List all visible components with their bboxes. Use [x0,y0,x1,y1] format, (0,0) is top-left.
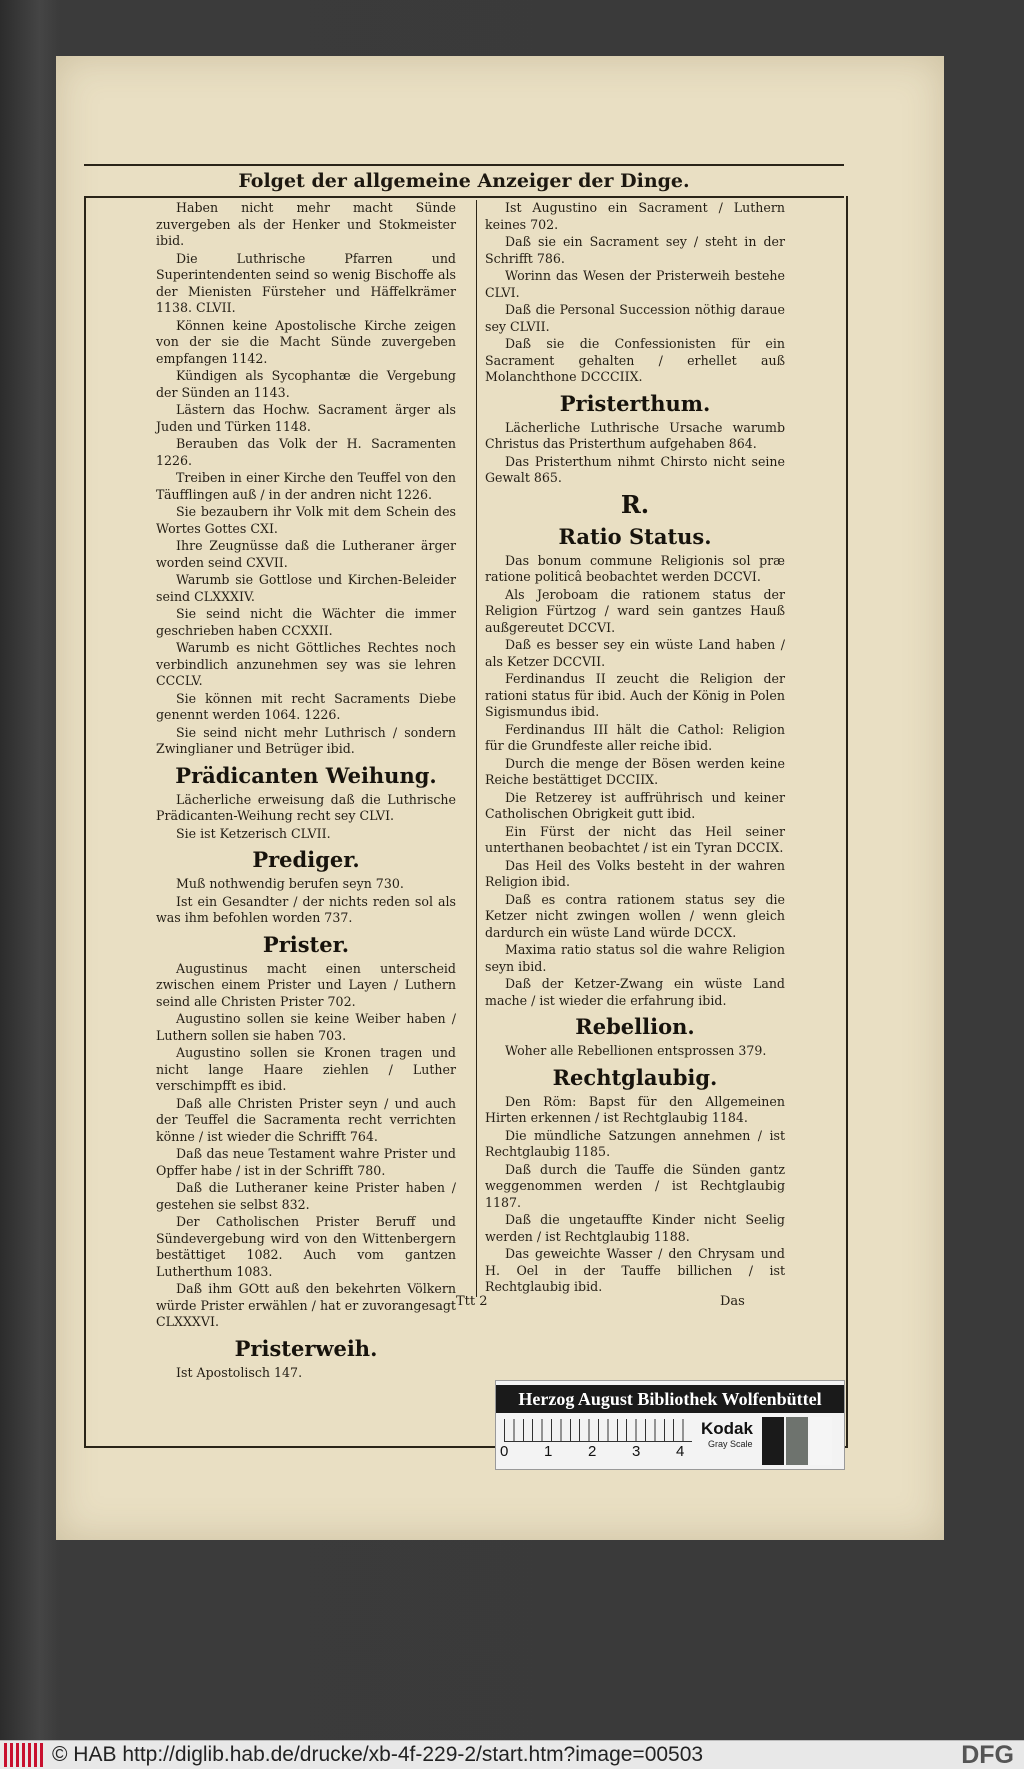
credit-link[interactable]: © HAB http://diglib.hab.de/drucke/xb-4f-229-2/start.htm?image=00503 [52,1743,704,1766]
index-entry: Augustino sollen sie keine Weiber haben / Luthern sollen sie haben 703. [156,1011,456,1043]
index-entry: Ist Apostolisch 147. [176,1364,303,1380]
signature-mark: Ttt 2 [456,1294,488,1309]
index-entry: Sie können mit recht Sacraments Diebe genennt werden 1064. 1226. [156,690,456,722]
index-entry: Warumb sie Gottlose und Kirchen-Beleider seind CLXXXIV. [156,572,456,604]
index-entry: Daß die ungetauffte Kinder nicht Seelig werden / ist Rechtglaubig 1188. [485,1212,785,1244]
index-entry: Daß durch die Tauffe die Sünden gantz weggenommen werden / ist Rechtglaubig 1187. [485,1161,785,1210]
section-heading: Rebellion. [575,1014,695,1039]
index-entry: Daß das neue Testament wahre Prister und Opffer habe / ist in der Schrifft 780. [156,1146,456,1178]
right-column [476,200,785,1297]
index-entry: Ihre Zeugnüsse daß die Lutheraner ärger worden seind CXVII. [156,538,456,570]
kodak-brand: Kodak [701,1419,753,1438]
index-entry: Durch die menge der Bösen werden keine Reiche bestättiget DCCIIX. [485,755,785,787]
index-entry: Als Jeroboam die rationem status der Religion Fürtzog / ward sein gantzes Hauß außgereutet DCCVI. [485,586,785,635]
index-entry: Das Pristerthum nihmt Chirsto nicht seine Gewalt 865. [485,453,785,485]
index-entry: Lästern das Hochw. Sacrament ärger als Juden und Türken 1148. [156,402,456,434]
index-entry: Sie seind nicht die Wächter die immer geschrieben haben CCXXII. [156,606,456,638]
library-name: Herzog August Bibliothek Wolfenbüttel [496,1385,844,1413]
ruler-number: 4 [676,1443,685,1460]
barcode-icon [4,1743,46,1767]
swatch-light [810,1417,832,1465]
ruler-number: 2 [588,1443,597,1460]
ruler-number: 3 [632,1443,641,1460]
index-entry: Sie bezaubern ihr Volk mit dem Schein des Wortes Gottes CXI. [156,504,456,536]
section-heading: Pristerweih. [234,1335,378,1361]
ruler-numbers [500,1443,700,1461]
index-entry: Augustinus macht einen unterscheid zwischen einem Prister und Layen / Luthern seind alle Christen Prister 702. [156,960,456,1009]
index-entry: Ein Fürst der nicht das Heil seiner unterthanen beobachtet / ist ein Tyran DCCIX. [485,823,785,855]
index-entry: Daß sie ein Sacrament sey / steht in der Schrifft 786. [485,234,785,266]
index-entry: Muß nothwendig berufen seyn 730. [176,876,404,891]
index-entry: Augustino sollen sie Kronen tragen und nicht lange Haare ziehlen / Luther verschimpfft es ibid. [156,1045,456,1093]
index-entry: Ist ein Gesandter / der nichts reden sol als was ihm befohlen worden 737. [156,893,456,925]
section-heading: Rechtglaubig. [552,1064,718,1090]
index-entry: Lächerliche erweisung daß die Luthrische Prädicanten-Weihung recht sey CLVI. [156,791,456,823]
index-entry: Daß alle Christen Prister seyn / und auch der Teuffel die Sacramenta recht verrichten könne / ist wieder die Schrifft 764. [156,1095,456,1144]
index-entry: Das bonum commune Religionis sol præ ratione politicâ beobachtet werden DCCVI. [485,552,785,584]
section-heading: Prediger. [252,847,360,872]
index-entry: Ferdinandus III hält die Cathol: Religion für die Grundfeste aller reiche ibid. [485,721,785,753]
index-entry: Ferdinandus II zeucht die Religion der rationi status für ibid. Auch der König in Polen Sigismundus ibid. [485,671,785,719]
index-entry: Den Röm: Bapst für den Allgemeinen Hirten erkennen / ist Rechtglaubig 1184. [485,1093,785,1125]
index-entry: Lächerliche Luthrische Ursache warumb Christus das Pristerthum aufgehaben 864. [485,419,785,451]
left-column [156,200,456,1382]
index-entry: Daß es besser sey ein wüste Land haben / als Ketzer DCCVII. [485,637,785,669]
section-heading: Ratio Status. [558,523,712,549]
swatch-dark [762,1417,784,1465]
index-entry: Warumb es nicht Göttliches Rechtes noch verbindlich anzunehmen sey was sie lehren CCCLV. [156,640,456,688]
catchword: Das [720,1294,745,1309]
scale-ruler [504,1419,692,1442]
index-entry: Sie ist Ketzerisch CLVII. [176,825,331,841]
index-entry: Treiben in einer Kirche den Teuffel von den Täufflingen auß / in der andren nicht 1226. [156,470,456,502]
section-heading: Prister. [262,931,350,957]
index-entry: Daß die Personal Succession nöthig daraue sey CLVII. [485,302,785,334]
ruler-number: 0 [500,1443,509,1460]
index-entry: Daß die Lutheraner keine Prister haben / gestehen sie selbst 832. [156,1180,456,1212]
index-entry: Haben nicht mehr macht Sünde zuvergeben als der Henker und Stokmeister ibid. [156,200,456,248]
dfg-logo: DFG [961,1741,1014,1769]
index-entry: Die Luthrische Pfarren und Superintendenten seind so wenig Bischoffe als der Mienisten Fürsteher und Häffelkrämer 1138. CLVII. [156,250,456,315]
index-entry: Daß es contra rationem status sey die Ketzer nicht zwingen wollen / wenn gleich dardurch ein wüste Land würde DCCX. [485,891,785,940]
index-entry: Daß ihm GOtt auß den bekehrten Völkern würde Prister erwählen / hat er zuvorangesagt CLXXXVI. [156,1281,456,1329]
color-target [495,1380,845,1470]
index-entry: Berauben das Volk der H. Sacramenten 1226. [156,436,456,468]
index-entry: Das Heil des Volks besteht in der wahren Religion ibid. [485,857,785,889]
index-entry: Maxima ratio status sol die wahre Religion seyn ibid. [485,942,785,974]
section-heading: Prädicanten Weihung. [175,762,437,788]
letter-heading: R. [620,489,650,519]
index-entry: Die Retzerey ist auffrührisch und keiner Catholischen Obrigkeit gutt ibid. [485,789,785,821]
index-entry: Kündigen als Sycophantæ die Vergebung der Sünden an 1143. [156,368,456,400]
index-entry: Ist Augustino ein Sacrament / Luthern keines 702. [485,200,785,232]
index-entry: Woher alle Rebellionen entsprossen 379. [505,1043,767,1058]
swatch-mid [786,1417,808,1465]
book-page [56,56,944,1540]
index-entry: Worinn das Wesen der Pristerweih bestehe CLVI. [485,268,785,300]
index-entry: Das geweichte Wasser / den Chrysam und H. Oel in der Tauffe billichen / ist Rechtglaubig ibid. [485,1246,785,1294]
ruler-number: 1 [544,1443,553,1460]
gray-scale-label: Gray Scale [708,1439,753,1449]
running-header: Folget der allgemeine Anzeiger der Dinge. [84,164,844,198]
index-entry: Daß der Ketzer-Zwang ein wüste Land mache / ist wieder die erfahrung ibid. [485,976,785,1008]
section-heading: Pristerthum. [559,390,711,416]
index-entry: Sie seind nicht mehr Luthrisch / sondern Zwinglianer und Betrüger ibid. [156,724,456,756]
index-entry: Der Catholischen Prister Beruff und Sündevergebung wird von den Wittenbergern bestättiget 1082. Auch vom gantzen Lutherthum 1083. [156,1214,456,1279]
index-entry: Können keine Apostolische Kirche zeigen von der sie die Macht Sünde zuvergeben empfangen 1142. [156,317,456,366]
index-entry: Daß sie die Confessionisten für ein Sacrament gehalten / erhellet auß Molanchthone DCCCIIX. [485,336,785,384]
footer-bar [0,1740,1024,1769]
index-entry: Die mündliche Satzungen annehmen / ist Rechtglaubig 1185. [485,1127,785,1159]
